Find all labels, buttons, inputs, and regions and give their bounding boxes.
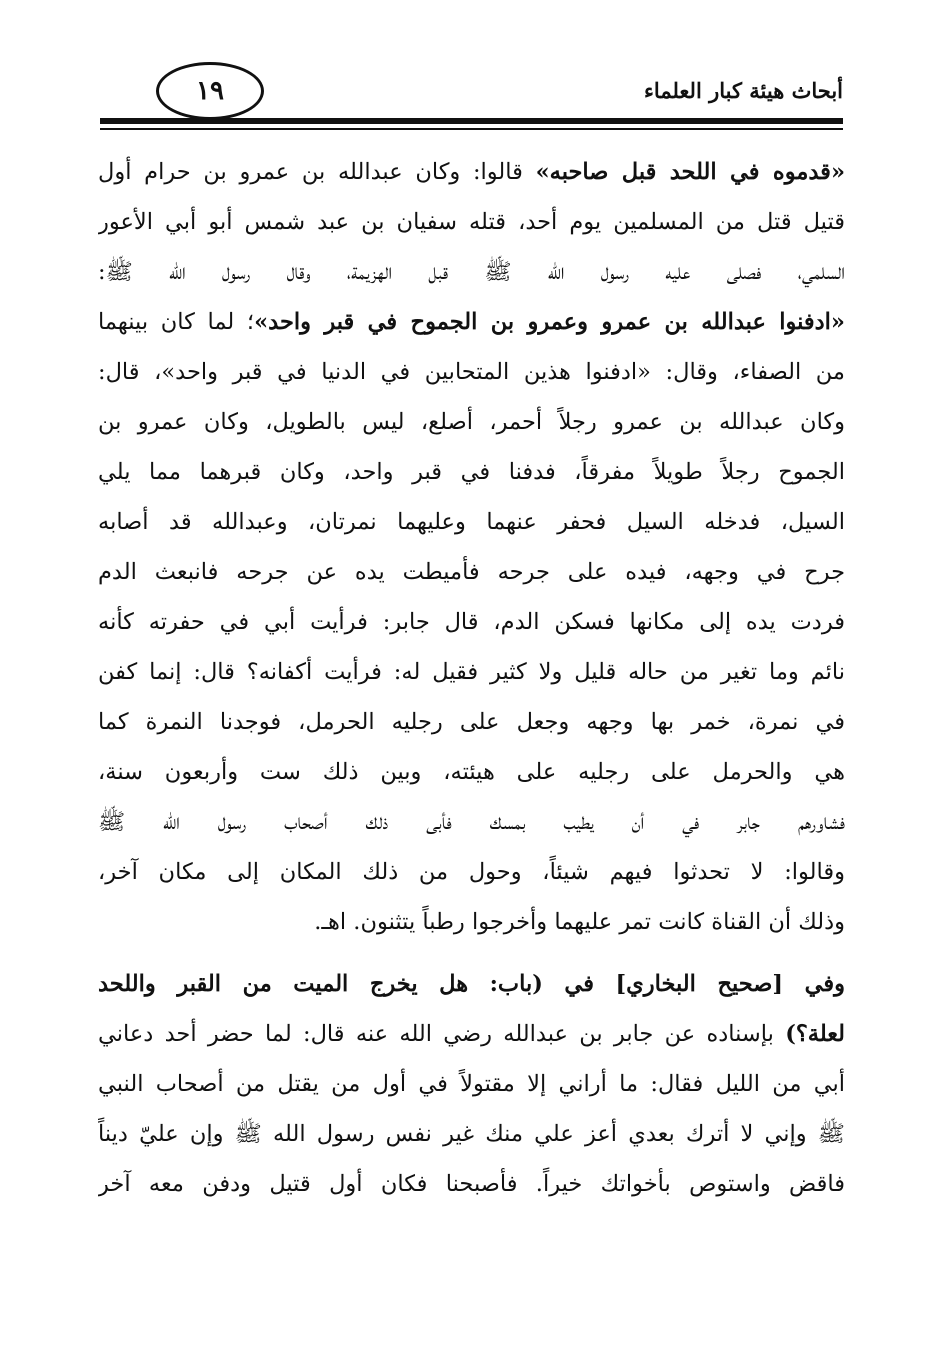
text-span: السلمي، فصلى عليه رسول الله ﷺ قبل الهزيمة، وقال رسول الله ﷺ: (98, 259, 845, 285)
text-span: فردت يده إلى مكانها فسكن الدم، قال جابر: فرأيت أبي في حفرته كأنه (98, 609, 845, 635)
text-span: في نمرة، خمر بها وجهه وجعل على رجليه الحرمل، فوجدنا النمرة كما (98, 709, 845, 735)
text-line (98, 647, 845, 697)
text-line (98, 959, 845, 1009)
text-span: وكان عبدالله بن عمرو رجلاً أحمر، أصلع، ليس بالطويل، وكان عمرو بن (98, 409, 845, 435)
text-line (98, 797, 845, 847)
text-span: أبي من الليل فقال: ما أراني إلا مقتولاً في أول من يقتل من أصحاب النبي (98, 1071, 845, 1097)
text-line (98, 547, 845, 597)
text-line (98, 1009, 845, 1059)
text-span: هي والحرمل على رجليه على هيئته، وبين ذلك ست وأربعون سنة، (98, 759, 845, 785)
text-span: ؛ لما كان بينهما (98, 309, 255, 335)
text-span: السيل، فدخله السيل فحفر عنهما وعليهما نمرتان، وعبدالله قد أصابه (98, 509, 845, 535)
text-line (98, 347, 845, 397)
text-line (98, 897, 845, 947)
text-line (98, 247, 845, 297)
text-span: فاقض واستوص بأخواتك خيراً. فأصبحنا فكان أول قتيل ودفن معه آخر (98, 1171, 845, 1197)
text-line (98, 147, 845, 197)
text-span: بإسناده عن جابر بن عبدالله رضي الله عنه قال: لما حضر أحد دعاني (98, 1021, 786, 1047)
text-span: الجموح رجلاً طويلاً مفرقاً، فدفنا في قبر واحد، وكان قبرهما مما يلي (98, 459, 845, 485)
text-line (98, 1059, 845, 1109)
text-line (98, 297, 845, 347)
text-span: من الصفاء، وقال: «ادفنوا هذين المتحابين في الدنيا في قبر واحد»، قال: (98, 359, 845, 385)
text-line (98, 397, 845, 447)
text-line (98, 597, 845, 647)
bold-span: «قدموه في اللحد قبل صاحبه» (535, 159, 845, 185)
header-rule-thin (100, 128, 843, 130)
running-header-title: أبحاث هيئة كبار العلماء (644, 78, 843, 103)
page-number (156, 62, 264, 120)
text-span: وذلك أن القناة كانت تمر عليهما وأخرجوا رطباً يتثنون. اهـ. (314, 909, 845, 935)
text-span: وقالوا: لا تحدثوا فيهم شيئاً، وحول من ذلك المكان إلى مكان آخر، (98, 859, 845, 885)
text-line (98, 1109, 845, 1159)
bold-span: «ادفنوا عبدالله بن عمرو وعمرو بن الجموح في قبر واحد» (254, 309, 845, 335)
text-span: ﷺ وإني لا أترك بعدي أعز علي منك غير نفس رسول الله ﷺ وإن عليّ ديناً (98, 1121, 845, 1147)
body-text (98, 147, 845, 1209)
text-line (98, 497, 845, 547)
text-span: قتيل قتل من المسلمين يوم أحد، قتله سفيان بن عبد شمس أبو أبي الأعور (98, 209, 845, 235)
paragraph-gap (98, 947, 845, 959)
text-line (98, 847, 845, 897)
text-span: قالوا: وكان عبدالله بن عمرو بن حرام أول (98, 159, 536, 185)
text-span: نائم وما تغير من حاله قليل ولا كثير فقيل له: فرأيت أكفانه؟ قال: إنما كفن (98, 659, 845, 685)
text-line (98, 747, 845, 797)
text-line (98, 197, 845, 247)
text-line (98, 447, 845, 497)
text-span: جرح في وجهه، فيده على جرحه فأميطت يده عن جرحه فانبعث الدم (98, 559, 845, 585)
page-number-text: ١٩ (196, 76, 224, 106)
bold-span: وفي [صحيح البخاري] في (باب: هل يخرج الميت من القبر واللحد (98, 971, 845, 997)
text-line (98, 697, 845, 747)
bold-span: لعلة؟) (785, 1021, 845, 1047)
text-line (98, 1159, 845, 1209)
text-span: فشاورهم جابر في أن يطيب بمسك فأبى ذلك أصحاب رسول الله ﷺ (98, 809, 845, 835)
